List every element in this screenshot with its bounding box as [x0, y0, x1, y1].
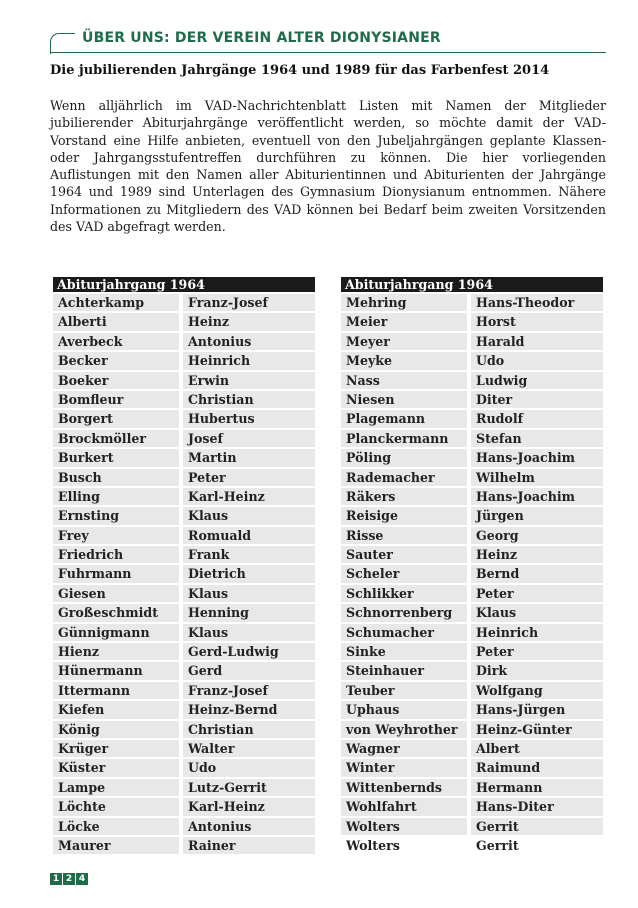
- table-row: [341, 796, 603, 815]
- first-name-cell: Hans-Diter: [471, 798, 603, 815]
- first-name-cell: Georg: [471, 527, 603, 544]
- first-name-cell: Martin: [183, 449, 315, 466]
- first-name-cell: Peter: [183, 469, 315, 486]
- last-name-cell: Niesen: [341, 391, 467, 408]
- table-row: [341, 350, 603, 369]
- first-name-cell: Franz-Josef: [183, 682, 315, 699]
- table-row: [341, 408, 603, 427]
- last-name-cell: Wittenbernds: [341, 779, 467, 796]
- table-row: [53, 486, 315, 505]
- table-row: [53, 389, 315, 408]
- table-row: [341, 777, 603, 796]
- first-name-cell: Udo: [183, 759, 315, 776]
- table-row: [53, 544, 315, 563]
- last-name-cell: Teuber: [341, 682, 467, 699]
- table-row: [341, 816, 603, 835]
- table-row: [53, 699, 315, 718]
- first-name-cell: Gerd: [183, 662, 315, 679]
- first-name-cell: Raimund: [471, 759, 603, 776]
- table-row: [341, 311, 603, 330]
- table-row: [53, 660, 315, 679]
- page-digit: 2: [63, 873, 75, 885]
- last-name-cell: Giesen: [53, 585, 179, 602]
- table-row: [53, 525, 315, 544]
- table-row: [53, 428, 315, 447]
- table-row: [341, 660, 603, 679]
- last-name-cell: Becker: [53, 352, 179, 369]
- last-name-cell: Plagemann: [341, 410, 467, 427]
- table-row: [341, 486, 603, 505]
- table-row: [341, 292, 603, 311]
- last-name-cell: Boeker: [53, 372, 179, 389]
- first-name-cell: Heinrich: [471, 624, 603, 641]
- first-name-cell: Romuald: [183, 527, 315, 544]
- table-row: [341, 544, 603, 563]
- last-name-cell: Meyke: [341, 352, 467, 369]
- last-name-cell: Meier: [341, 313, 467, 330]
- first-name-cell: Harald: [471, 333, 603, 350]
- table-row: [53, 622, 315, 641]
- last-name-cell: König: [53, 721, 179, 738]
- last-name-cell: Rademacher: [341, 469, 467, 486]
- table-row: [53, 602, 315, 621]
- last-name-cell: Borgert: [53, 410, 179, 427]
- last-name-cell: Ernsting: [53, 507, 179, 524]
- last-name-cell: Meyer: [341, 333, 467, 350]
- first-name-cell: Karl-Heinz: [183, 798, 315, 815]
- first-name-cell: Dietrich: [183, 565, 315, 582]
- first-name-cell: Horst: [471, 313, 603, 330]
- table-heading: Abiturjahrgang 1964: [341, 277, 603, 292]
- first-name-cell: Christian: [183, 391, 315, 408]
- last-name-cell: Sinke: [341, 643, 467, 660]
- table-row: [53, 292, 315, 311]
- table-row: [53, 641, 315, 660]
- last-name-cell: Pöling: [341, 449, 467, 466]
- table-row: [341, 699, 603, 718]
- last-name-cell: Hienz: [53, 643, 179, 660]
- last-name-cell: Alberti: [53, 313, 179, 330]
- last-name-cell: Löchte: [53, 798, 179, 815]
- first-name-cell: Wilhelm: [471, 469, 603, 486]
- first-name-cell: Gerrit: [471, 818, 603, 835]
- first-name-cell: Henning: [183, 604, 315, 621]
- last-name-cell: Uphaus: [341, 701, 467, 718]
- table-row: [341, 738, 603, 757]
- table-row: [341, 505, 603, 524]
- last-name-cell: Günnigmann: [53, 624, 179, 641]
- last-name-cell: Wolters: [341, 818, 467, 835]
- first-name-cell: Dirk: [471, 662, 603, 679]
- table-row: [341, 622, 603, 641]
- table-row: [53, 583, 315, 602]
- first-name-cell: Walter: [183, 740, 315, 757]
- table-row: [53, 408, 315, 427]
- last-name-cell: Mehring: [341, 294, 467, 311]
- last-name-cell: Achterkamp: [53, 294, 179, 311]
- first-name-cell: Hans-Joachim: [471, 488, 603, 505]
- first-name-cell: Ludwig: [471, 372, 603, 389]
- table-row: [341, 447, 603, 466]
- table-row: [53, 816, 315, 835]
- last-name-cell: Wagner: [341, 740, 467, 757]
- table-row: [341, 370, 603, 389]
- table-row: [53, 719, 315, 738]
- first-name-cell: Hermann: [471, 779, 603, 796]
- first-name-cell: Udo: [471, 352, 603, 369]
- last-name-cell: Schumacher: [341, 624, 467, 641]
- first-name-cell: Josef: [183, 430, 315, 447]
- last-name-cell: Frey: [53, 527, 179, 544]
- table-row: [341, 563, 603, 582]
- table-row: [341, 428, 603, 447]
- table-row: [341, 719, 603, 738]
- table-row: [53, 505, 315, 524]
- first-name-cell: Hans-Joachim: [471, 449, 603, 466]
- table-row: [53, 796, 315, 815]
- first-name-cell: Franz-Josef: [183, 294, 315, 311]
- first-name-cell: Heinz-Günter: [471, 721, 603, 738]
- first-name-cell: Antonius: [183, 333, 315, 350]
- first-name-cell: Gerrit: [471, 837, 603, 854]
- last-name-cell: Nass: [341, 372, 467, 389]
- table-row: [53, 467, 315, 486]
- last-name-cell: Großeschmidt: [53, 604, 179, 621]
- table-row: [341, 525, 603, 544]
- first-name-cell: Stefan: [471, 430, 603, 447]
- last-name-cell: Küster: [53, 759, 179, 776]
- last-name-cell: Burkert: [53, 449, 179, 466]
- table-row: [341, 835, 603, 854]
- first-name-cell: Heinrich: [183, 352, 315, 369]
- table-row: [341, 583, 603, 602]
- first-name-cell: Rainer: [183, 837, 315, 854]
- last-name-cell: Sauter: [341, 546, 467, 563]
- first-name-cell: Lutz-Gerrit: [183, 779, 315, 796]
- last-name-cell: Kiefen: [53, 701, 179, 718]
- last-name-cell: Räkers: [341, 488, 467, 505]
- last-name-cell: Steinhauer: [341, 662, 467, 679]
- last-name-cell: Brockmöller: [53, 430, 179, 447]
- first-name-cell: Jürgen: [471, 507, 603, 524]
- table-row: [341, 467, 603, 486]
- first-name-cell: Hubertus: [183, 410, 315, 427]
- first-name-cell: Antonius: [183, 818, 315, 835]
- last-name-cell: Schlikker: [341, 585, 467, 602]
- first-name-cell: Klaus: [183, 507, 315, 524]
- table-row: [341, 331, 603, 350]
- last-name-cell: Risse: [341, 527, 467, 544]
- table-row: [53, 835, 315, 854]
- first-name-cell: Karl-Heinz: [183, 488, 315, 505]
- table-row: [53, 738, 315, 757]
- intro-paragraph: Wenn alljährlich im VAD-Nachrichtenblatt Listen mit Namen der Mitglieder jubilierender Abiturjahrgänge veröffentlicht werden, so möchte damit der VAD-Vorstand eine Hilfe anbieten, eventuell von den Jubeljahrgängen geplante Klassen- oder Jahrgangsstufentreffen durchführen zu können. Die hier vorliegenden Auflistungen mit den Namen aller Abiturientinnen und Abiturienten der Jahrgänge 1964 und 1989 sind Unterlagen des Gymnasium Dionysianum entnommen. Nähere Informationen zu Mitgliedern des VAD können bei Bedarf beim zweiten Vorsitzenden des VAD abgefragt werden.: [50, 98, 606, 235]
- last-name-cell: Elling: [53, 488, 179, 505]
- table-row: [53, 370, 315, 389]
- first-name-cell: Heinz: [183, 313, 315, 330]
- last-name-cell: Hünermann: [53, 662, 179, 679]
- table-row: [53, 331, 315, 350]
- last-name-cell: Reisige: [341, 507, 467, 524]
- table-row: [341, 602, 603, 621]
- first-name-cell: Klaus: [183, 624, 315, 641]
- first-name-cell: Wolfgang: [471, 682, 603, 699]
- table-row: [341, 641, 603, 660]
- page-digit: 1: [50, 873, 62, 885]
- first-name-cell: Erwin: [183, 372, 315, 389]
- last-name-cell: Wolters: [341, 837, 467, 854]
- last-name-cell: Bomfleur: [53, 391, 179, 408]
- last-name-cell: Planckermann: [341, 430, 467, 447]
- first-name-cell: Bernd: [471, 565, 603, 582]
- last-name-cell: Scheler: [341, 565, 467, 582]
- last-name-cell: Friedrich: [53, 546, 179, 563]
- first-name-cell: Christian: [183, 721, 315, 738]
- last-name-cell: Wohlfahrt: [341, 798, 467, 815]
- table-row: [53, 757, 315, 776]
- table-row: [341, 389, 603, 408]
- last-name-cell: Averbeck: [53, 333, 179, 350]
- first-name-cell: Frank: [183, 546, 315, 563]
- last-name-cell: Fuhrmann: [53, 565, 179, 582]
- first-name-cell: Peter: [471, 585, 603, 602]
- last-name-cell: Lampe: [53, 779, 179, 796]
- first-name-cell: Diter: [471, 391, 603, 408]
- last-name-cell: Busch: [53, 469, 179, 486]
- header-frame: [50, 33, 75, 54]
- header-rule: [50, 52, 606, 53]
- first-name-cell: Peter: [471, 643, 603, 660]
- first-name-cell: Gerd-Ludwig: [183, 643, 315, 660]
- table-row: [53, 447, 315, 466]
- table-row: [53, 777, 315, 796]
- page-number: [50, 873, 88, 885]
- first-name-cell: Hans-Jürgen: [471, 701, 603, 718]
- last-name-cell: Winter: [341, 759, 467, 776]
- first-name-cell: Heinz-Bernd: [183, 701, 315, 718]
- page-digit: 4: [76, 873, 88, 885]
- last-name-cell: Löcke: [53, 818, 179, 835]
- last-name-cell: Schnorrenberg: [341, 604, 467, 621]
- table-row: [53, 350, 315, 369]
- first-name-cell: Albert: [471, 740, 603, 757]
- last-name-cell: Krüger: [53, 740, 179, 757]
- first-name-cell: Klaus: [471, 604, 603, 621]
- table-1964-left: [53, 277, 315, 854]
- table-row: [53, 563, 315, 582]
- table-1964-right: [341, 277, 603, 854]
- table-heading: Abiturjahrgang 1964: [53, 277, 315, 292]
- table-row: [53, 311, 315, 330]
- first-name-cell: Heinz: [471, 546, 603, 563]
- last-name-cell: Maurer: [53, 837, 179, 854]
- table-row: [341, 680, 603, 699]
- section-header-title: ÜBER UNS: DER VEREIN ALTER DIONYSIANER: [82, 30, 441, 46]
- last-name-cell: von Weyhrother: [341, 721, 467, 738]
- article-title: Die jubilierenden Jahrgänge 1964 und 1989 für das Farbenfest 2014: [50, 63, 550, 78]
- first-name-cell: Hans-Theodor: [471, 294, 603, 311]
- table-row: [341, 757, 603, 776]
- first-name-cell: Rudolf: [471, 410, 603, 427]
- first-name-cell: Klaus: [183, 585, 315, 602]
- last-name-cell: Ittermann: [53, 682, 179, 699]
- table-row: [53, 680, 315, 699]
